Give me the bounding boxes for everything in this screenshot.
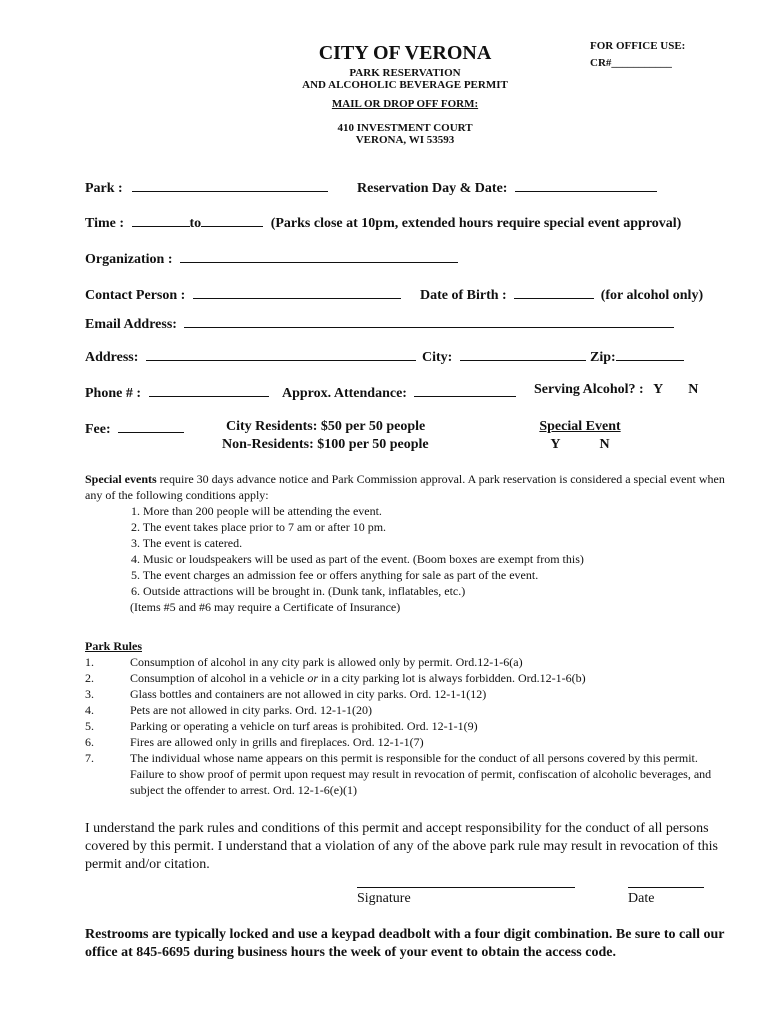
rule-text-emphasis: or <box>307 671 318 685</box>
phone-label: Phone # : <box>85 386 141 401</box>
phone-row <box>85 382 269 402</box>
contact-label: Contact Person : <box>85 288 186 303</box>
special-event-choice <box>530 418 630 454</box>
organization-label: Organization : <box>85 252 173 267</box>
zip-row <box>590 346 684 366</box>
form-header <box>270 42 540 146</box>
time-end-field[interactable] <box>201 212 263 227</box>
rule-number: 1. <box>85 655 94 669</box>
special-item-3: 3. The event is catered. <box>131 536 243 550</box>
alcohol-only-note: (for alcohol only) <box>600 288 704 303</box>
reservation-label: Reservation Day & Date: <box>357 181 508 196</box>
time-start-field[interactable] <box>132 212 190 227</box>
rule-1 <box>85 654 725 670</box>
rule-number: 4. <box>85 703 94 717</box>
rule-number: 7. <box>85 751 94 765</box>
special-events-paragraph <box>85 471 725 503</box>
special-event-options <box>530 436 630 454</box>
header-line-2: AND ALCOHOLIC BEVERAGE PERMIT <box>302 79 508 91</box>
rule-5 <box>85 718 725 734</box>
attendance-label: Approx. Attendance: <box>282 386 407 401</box>
rule-text: Parking or operating a vehicle on turf areas is prohibited. Ord. 12-1-1(9) <box>130 719 478 733</box>
special-item-4: 4. Music or loudspeakers will be used as part of the event. (Boom boxes are exempt from this) <box>131 552 584 566</box>
park-row <box>85 177 328 197</box>
fee-label: Fee: <box>85 422 111 437</box>
rule-number: 6. <box>85 735 94 749</box>
signature-line[interactable] <box>357 887 575 888</box>
resident-rate: City Residents: $50 per 50 people <box>226 419 426 434</box>
rule-text <box>130 670 586 686</box>
rule-number: 5. <box>85 719 94 733</box>
city-row <box>422 346 586 366</box>
email-label: Email Address: <box>85 317 177 332</box>
city-field[interactable] <box>460 346 586 361</box>
fee-rates <box>222 418 429 454</box>
reservation-row <box>357 177 657 197</box>
special-item-1: 1. More than 200 people will be attending the event. <box>131 504 382 518</box>
rule-3 <box>85 686 725 702</box>
rule-text: The individual whose name appears on this permit is responsible for the conduct of all persons covered by this permit. Failure to show proof of permit upon request may result in revocation of permit, confiscation of alcoholic beverages, and subject the offender to arrest. Ord. 12-1-6(e)(1) <box>130 751 712 797</box>
cr-number-field[interactable]: CR#___________ <box>590 57 672 69</box>
special-event-label: Special Event <box>539 419 621 434</box>
organization-field[interactable] <box>180 248 458 263</box>
zip-field[interactable] <box>616 346 684 361</box>
park-label: Park : <box>85 181 123 196</box>
attendance-field[interactable] <box>414 382 516 397</box>
special-event-no[interactable]: N <box>599 437 610 452</box>
dob-field[interactable] <box>514 284 594 299</box>
date-line[interactable] <box>628 887 704 888</box>
fee-row <box>85 418 184 438</box>
time-label: Time : <box>85 216 125 231</box>
special-item-6: 6. Outside attractions will be brought in. (Dunk tank, inflatables, etc.) <box>131 584 466 598</box>
nonresident-rate: Non-Residents: $100 per 50 people <box>222 437 429 452</box>
attendance-row <box>282 382 516 402</box>
rule-text: Pets are not allowed in city parks. Ord. 12-1-1(20) <box>130 703 372 717</box>
special-events-intro: require 30 days advance notice and Park Commission approval. A park reservation is considered a special event when any of the following conditions apply: <box>85 472 725 502</box>
rule-6 <box>85 734 725 750</box>
time-note: (Parks close at 10pm, extended hours require special event approval) <box>270 216 682 231</box>
special-item-5: 5. The event charges an admission fee or offers anything for sale as part of the event. <box>131 568 539 582</box>
rule-text: Glass bottles and containers are not allowed in city parks. Ord. 12-1-1(12) <box>130 687 487 701</box>
park-field[interactable] <box>132 177 328 192</box>
special-events-lead: Special events <box>85 472 157 486</box>
special-events-list <box>130 503 730 615</box>
insurance-note: (Items #5 and #6 may require a Certificate of Insurance) <box>130 600 401 614</box>
time-to-label: to <box>189 216 202 231</box>
header-line-1: PARK RESERVATION <box>349 67 461 79</box>
phone-field[interactable] <box>149 382 269 397</box>
rule-2 <box>85 670 725 686</box>
city-title: CITY OF VERONA <box>318 42 492 64</box>
rule-text-part: Consumption of alcohol in a vehicle <box>130 671 308 685</box>
dob-row <box>420 284 703 304</box>
special-item-2: 2. The event takes place prior to 7 am or after 10 pm. <box>131 520 387 534</box>
restroom-note: Restrooms are typically locked and use a keypad deadbolt with a four digit combination. Be sure to call our office at 845-6695 during business hours the week of your event to obtain the access code. <box>85 927 725 960</box>
date-label: Date <box>628 891 655 906</box>
address-field[interactable] <box>146 346 416 361</box>
park-rules-title: Park Rules <box>85 639 142 653</box>
signature-label: Signature <box>357 891 411 906</box>
fee-field[interactable] <box>118 418 184 433</box>
address-line-2: VERONA, WI 53593 <box>355 134 455 146</box>
contact-row <box>85 284 401 304</box>
address-line-1: 410 INVESTMENT COURT <box>337 122 473 134</box>
serving-alcohol-row <box>534 382 698 398</box>
email-row <box>85 313 674 333</box>
rule-text: Consumption of alcohol in any city park is allowed only by permit. Ord.12-1-6(a) <box>130 655 523 669</box>
address-label: Address: <box>85 350 139 365</box>
time-row <box>85 212 681 232</box>
contact-field[interactable] <box>193 284 401 299</box>
rule-number: 3. <box>85 687 94 701</box>
address-row <box>85 346 416 366</box>
serving-alcohol-no[interactable]: N <box>688 382 699 397</box>
park-rules <box>85 638 725 798</box>
agreement-paragraph: I understand the park rules and conditions of this permit and accept responsibility for the conduct of all persons covered by this permit. I understand that a violation of any of the above park rule may result in revocation of this permit and/or citation. <box>85 821 718 872</box>
rule-4 <box>85 702 725 718</box>
rule-text-part: in a city parking lot is always forbidden. Ord.12-1-6(b) <box>317 671 586 685</box>
mail-instruction: MAIL OR DROP OFF FORM: <box>331 98 479 110</box>
rule-7 <box>85 750 725 798</box>
city-label: City: <box>422 350 453 365</box>
special-event-yes[interactable]: Y <box>550 437 560 452</box>
email-field[interactable] <box>184 313 674 328</box>
rule-number: 2. <box>85 671 94 685</box>
serving-alcohol-label: Serving Alcohol? : <box>534 382 644 397</box>
office-use-block <box>590 38 685 72</box>
serving-alcohol-yes[interactable]: Y <box>653 382 663 397</box>
dob-label: Date of Birth : <box>420 288 507 303</box>
reservation-field[interactable] <box>515 177 657 192</box>
organization-row <box>85 248 458 268</box>
rule-text: Fires are allowed only in grills and fireplaces. Ord. 12-1-1(7) <box>130 735 424 749</box>
office-use-label: FOR OFFICE USE: <box>590 40 686 52</box>
zip-label: Zip: <box>590 350 616 365</box>
